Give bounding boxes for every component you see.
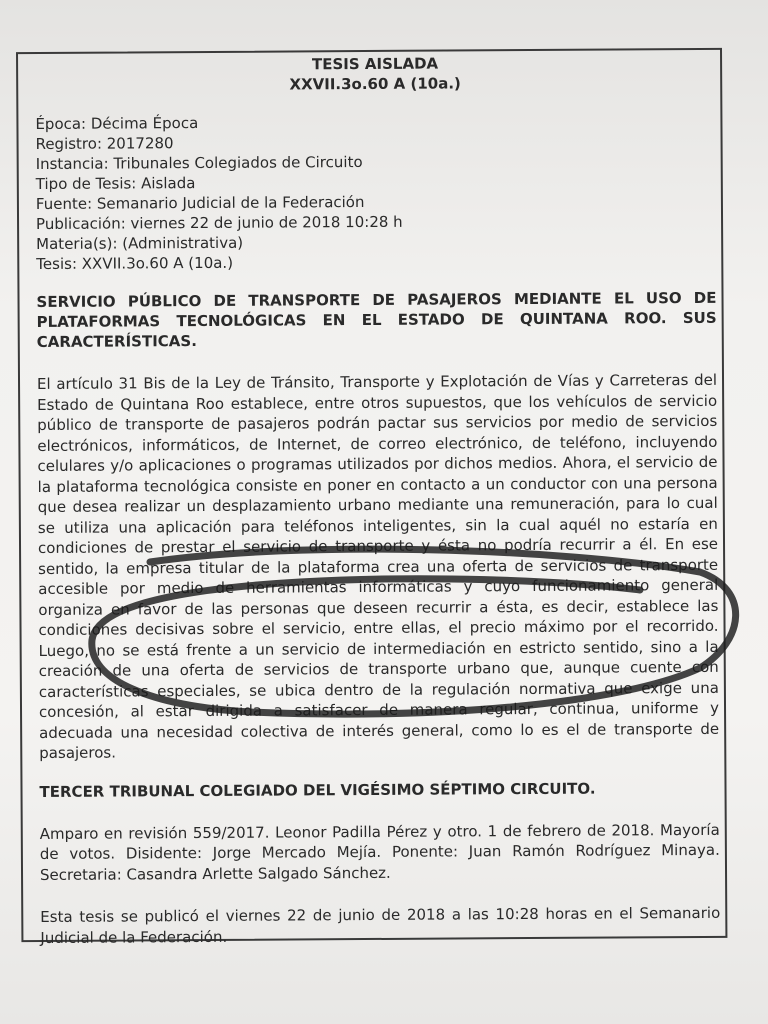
meta-tesis: Tesis: XXVII.3o.60 A (10a.) [36,253,234,273]
amparo-details: Amparo en revisión 559/2017. Leonor Padilla Pérez y otro. 1 de febrero de 2018. Mayoría de votos. Disidente: Jorge Mercado Mejía. Ponente: Juan Ramón Rodríguez Minaya. Secretaria: Casandra Arlette Salgado Sánchez. [39,820,720,884]
document-title: TESIS AISLADA [311,54,439,74]
meta-epoca: Época: Décima Época [35,114,199,133]
thesis-heading: SERVICIO PÚBLICO DE TRANSPORTE DE PASAJEROS MEDIANTE EL USO DE PLATAFORMAS TECNOLÓGICAS EN EL ESTADO DE QUINTANA ROO. SUS CARACTERÍSTICAS. [36,288,717,351]
meta-instancia: Instancia: Tribunales Colegiados de Circuito [35,153,363,173]
tribunal-name: TERCER TRIBUNAL COLEGIADO DEL VIGÉSIMO SÉPTIMO CIRCUITO. [39,779,596,801]
meta-registro: Registro: 2017280 [35,134,174,153]
meta-publicacion: Publicación: viernes 22 de junio de 2018 10:28 h [35,212,403,233]
publication-note: Esta tesis se publicó el viernes 22 de junio de 2018 a las 10:28 horas en el Semanario Judicial de la Federación. [40,903,721,947]
meta-tipo: Tipo de Tesis: Aislada [35,174,196,193]
metadata-block [35,110,716,274]
document-content [35,52,720,948]
meta-fuente: Fuente: Semanario Judicial de la Federación [35,192,365,213]
thesis-code: XXVII.3o.60 A (10a.) [289,74,461,94]
meta-materia: Materia(s): (Administrativa) [36,233,244,253]
thesis-body: El artículo 31 Bis de la Ley de Tránsito, Transporte y Explotación de Vías y Carreteras del Estado de Quintana Roo establece, entre otros supuestos, que los vehículos de servicio público de transporte de pasajeros podrán pactar sus servicios por medio de servicios electrónicos, informáticos, de Internet, de correo electrónico, de teléfono, incluyendo celulares y/o aplicaciones o programas utilizados por dichos medios. Ahora, el servicio de la plataforma tecnológica consiste en poner en contacto a un conductor con una persona que desea realizar un desplazamiento urbano mediante una remuneración, para lo cual se utiliza una aplicación para teléfonos inteligentes, sin la cual aquél no estaría en condiciones de prestar el servicio de transporte y ésta no podría recurrir a él. En ese sentido, la empresa titular de la plataforma crea una oferta de servicios de transporte accesible por medio de herramientas informáticas y cuyo funcionamiento general organiza en favor de las personas que deseen recurrir a ésta, es decir, establece las condiciones decisivas sobre el servicio, entre ellas, el precio máximo por el recorrido. Luego, no se está frente a un servicio de intermediación en estricto sentido, sino a la creación de una oferta de servicios de transporte urbano que, aunque cuente con características especiales, se ubica dentro de la regulación normativa que exige una concesión, al estar dirigida a satisfacer de manera regular, continua, uniforme y adecuada una necesidad colectiva de interés general, como lo es el de transporte de pasajeros. [36,370,720,762]
